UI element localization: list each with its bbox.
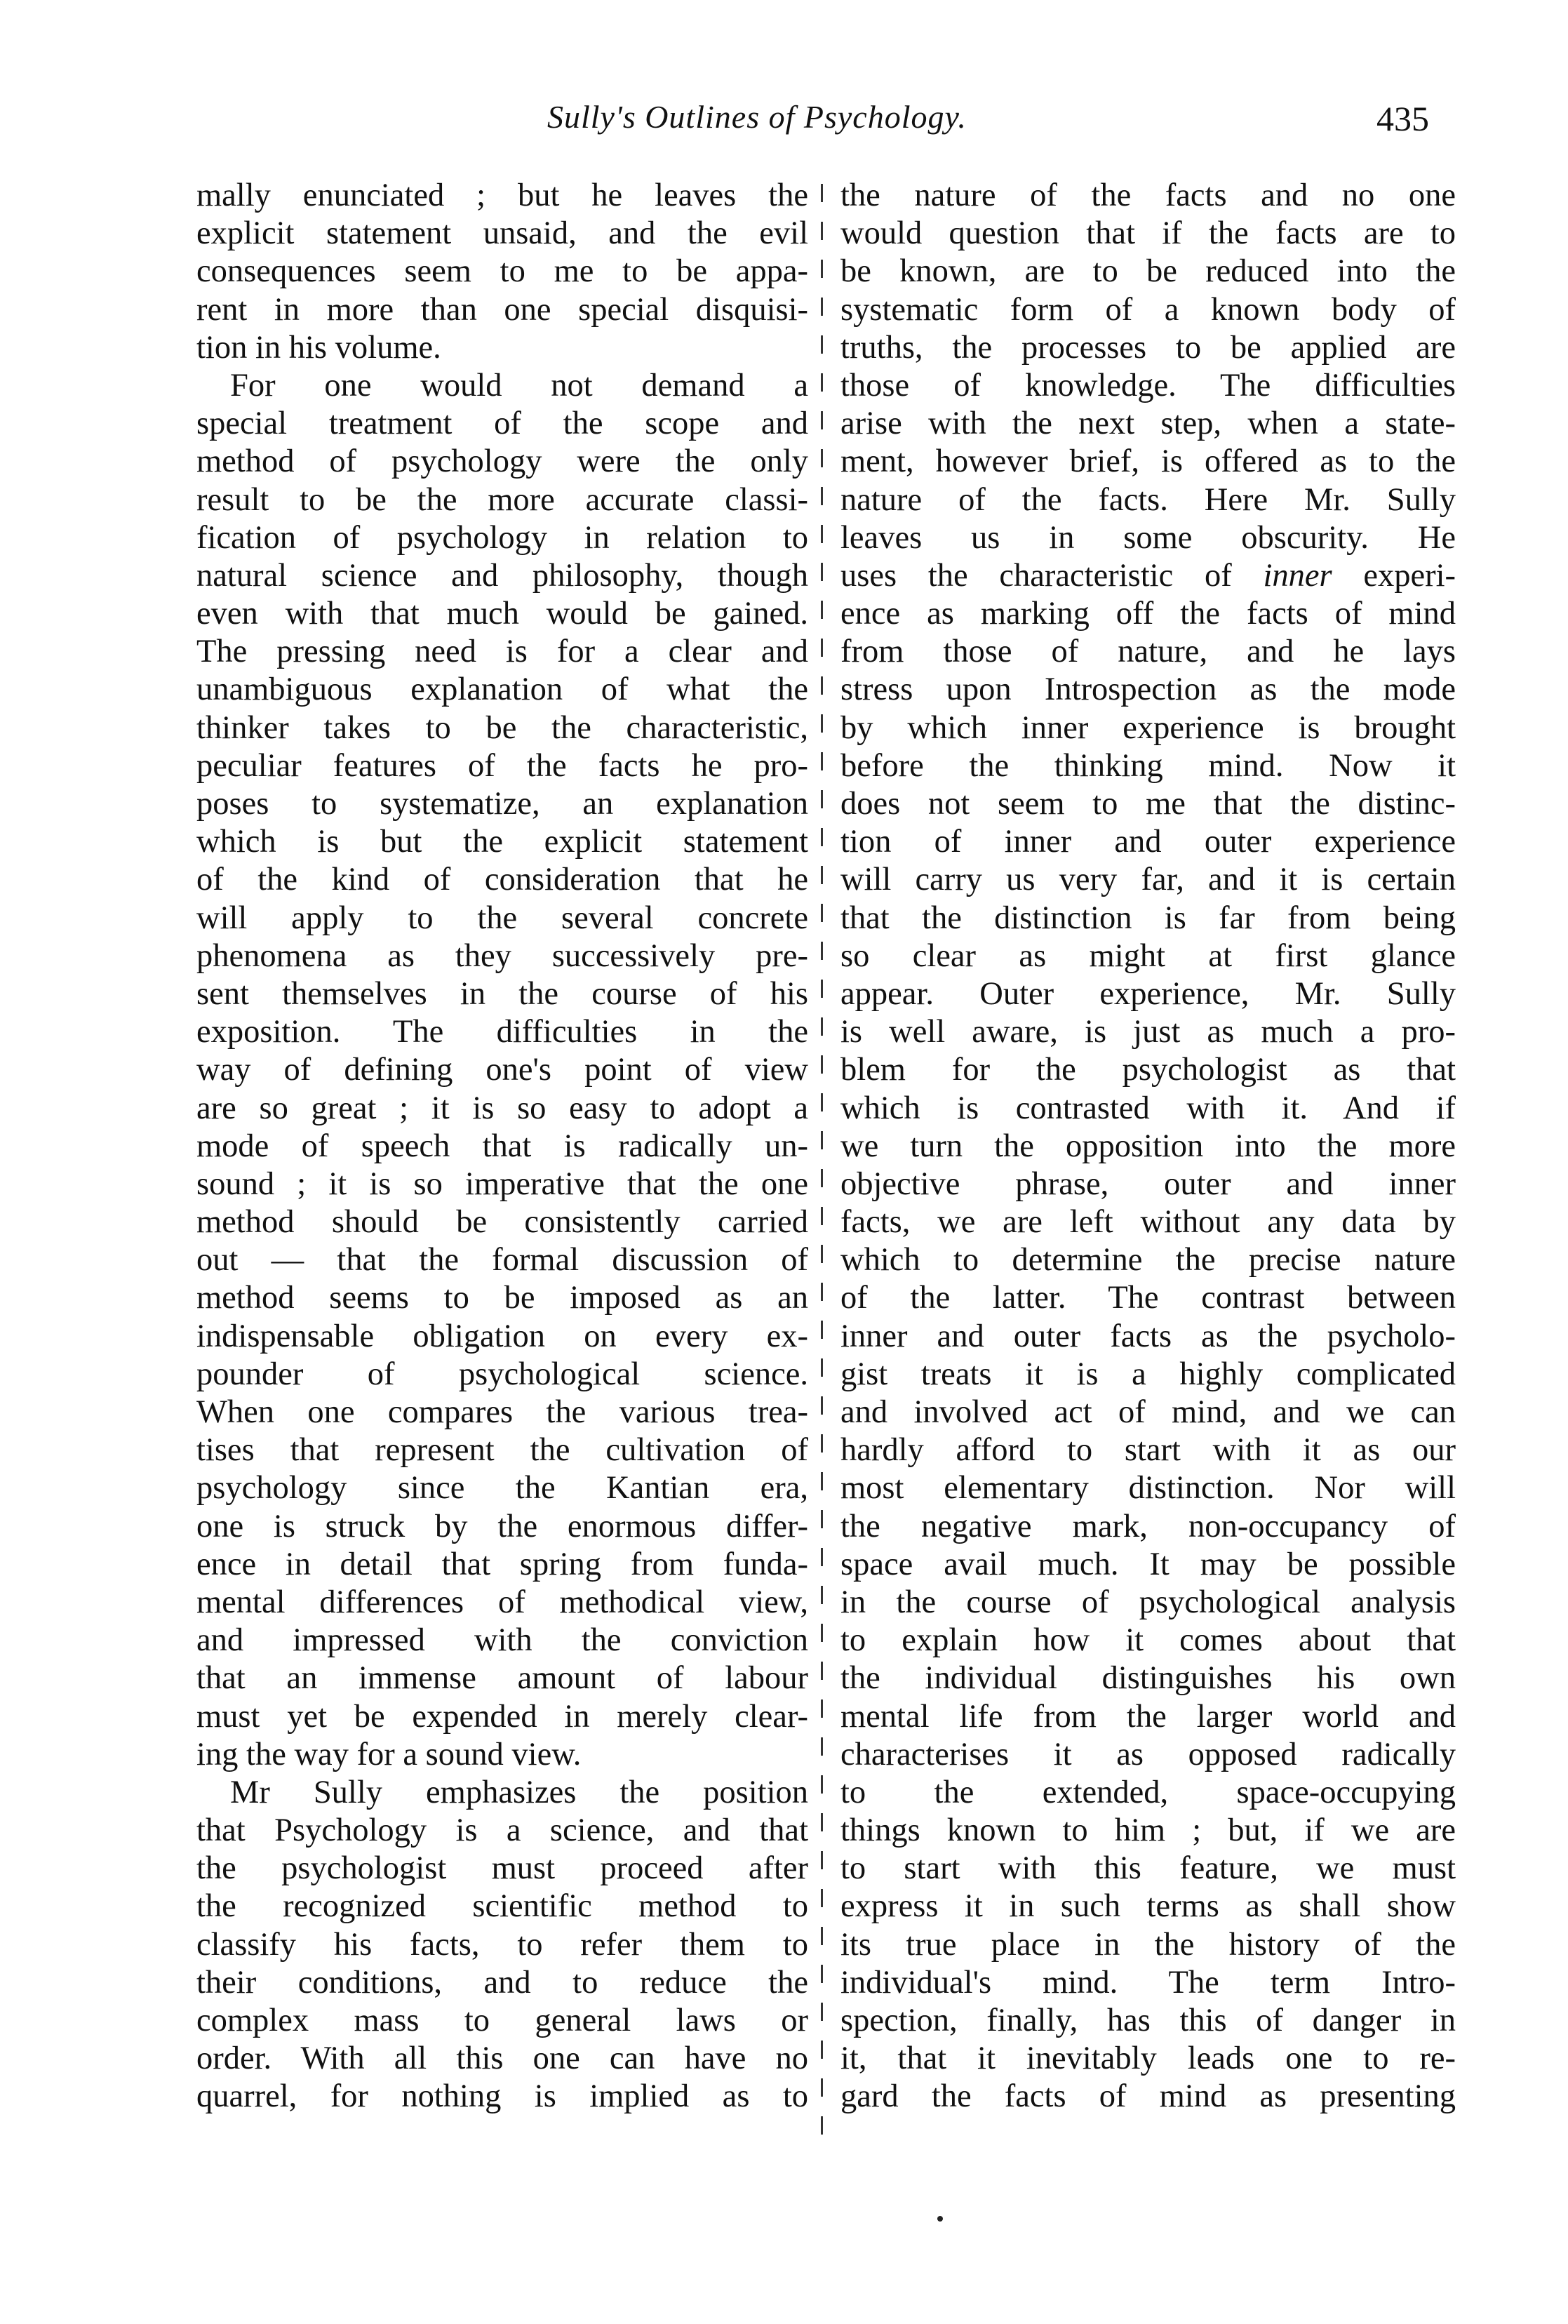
running-head: Sully's Outlines of Psychology.: [547, 99, 967, 135]
text-line: so clear as might at first glance: [840, 937, 1456, 974]
text-line: space avail much. It may be possible: [840, 1546, 1456, 1582]
text-line: the psychologist must proceed after: [196, 1850, 808, 1887]
text-line: that the distinction is far from being: [840, 900, 1456, 936]
text-line: quarrel, for nothing is implied as to: [196, 2078, 808, 2115]
text-line: arise with the next step, when a state-: [840, 406, 1456, 442]
printer-mark: [937, 2216, 943, 2222]
text-line: sound ; it is so imperative that the one: [196, 1166, 808, 1202]
text-line: one is struck by the enormous differ-: [196, 1508, 808, 1544]
left-column: [196, 177, 808, 2116]
text-line: the nature of the facts and no one: [840, 178, 1456, 213]
text-line: method seems to be imposed as an: [196, 1280, 808, 1316]
text-line: mental differences of methodical view,: [196, 1584, 808, 1620]
text-line: spection, finally, has this of danger in: [840, 2003, 1456, 2038]
text-line: indispensable obligation on every ex-: [196, 1318, 808, 1354]
text-line: before the thinking mind. Now it: [840, 747, 1456, 784]
text-line: sent themselves in the course of his: [196, 975, 808, 1012]
text-line: it, that it inevitably leads one to re-: [840, 2041, 1456, 2077]
text-line: classify his facts, to refer them to: [196, 1926, 808, 1963]
text-line: things known to him ; but, if we are: [840, 1812, 1456, 1849]
text-line: phenomena as they successively pre-: [196, 937, 808, 974]
emphasis: inner: [1263, 557, 1332, 594]
text-line: The pressing need is for a clear and: [196, 634, 808, 670]
text-line: peculiar features of the facts he pro-: [196, 747, 808, 784]
text-line: complex mass to general laws or: [196, 2003, 808, 2038]
text-line: which is but the explicit statement: [196, 824, 808, 860]
text-line: facts, we are left without any data by: [840, 1204, 1456, 1241]
text-line: exposition. The difficulties in the: [196, 1014, 808, 1050]
text-line: method of psychology were the only: [196, 443, 808, 480]
text-line: appear. Outer experience, Mr. Sully: [840, 975, 1456, 1012]
text-line: mode of speech that is radically un-: [196, 1128, 808, 1164]
text-line: is well aware, is just as much a pro-: [840, 1014, 1456, 1050]
text-line: blem for the psychologist as that: [840, 1052, 1456, 1088]
text-line: gist treats it is a highly complicated: [840, 1356, 1456, 1392]
text-line: to start with this feature, we must: [840, 1850, 1456, 1887]
text-line: from those of nature, and he lays: [840, 634, 1456, 670]
text-line: and impressed with the conviction: [196, 1622, 808, 1659]
text-line: unambiguous explanation of what the: [196, 672, 808, 708]
text-line: ence as marking off the facts of mind: [840, 596, 1456, 632]
text-line: consequences seem to me to be appa-: [196, 253, 808, 290]
text-line: out — that the formal discussion of: [196, 1242, 808, 1278]
text-line: hardly afford to start with it as our: [840, 1432, 1456, 1469]
text-line: rent in more than one special disquisi-: [196, 291, 808, 328]
text-line: of the kind of consideration that he: [196, 862, 808, 898]
text-line: tion of inner and outer experience: [840, 824, 1456, 860]
right-column: [840, 177, 1456, 2116]
text-line: mally enunciated ; but he leaves the: [196, 178, 808, 213]
text-line: inner and outer facts as the psycholo-: [840, 1318, 1456, 1354]
text-line: fication of psychology in relation to: [196, 519, 808, 556]
text-line: ence in detail that spring from funda-: [196, 1546, 808, 1582]
text-line: will apply to the several concrete: [196, 900, 808, 936]
text-line: nature of the facts. Here Mr. Sully: [840, 481, 1456, 518]
text-line: their conditions, and to reduce the: [196, 1964, 808, 2001]
text-line: express it in such terms as shall show: [840, 1888, 1456, 1925]
text-line: are so great ; it is so easy to adopt a: [196, 1090, 808, 1126]
text-line: When one compares the various trea-: [196, 1394, 808, 1430]
text-line: that Psychology is a science, and that: [196, 1812, 808, 1849]
text-line: tion in his volume.: [196, 329, 441, 366]
column-rule: [821, 184, 823, 2149]
text-line: For one would not demand a: [230, 367, 808, 403]
text-line: its true place in the history of the: [840, 1926, 1456, 1963]
text-line: method should be consistently carried: [196, 1204, 808, 1241]
text-line: by which inner experience is brought: [840, 709, 1456, 746]
text-line: special treatment of the scope and: [196, 406, 808, 442]
text-line: individual's mind. The term Intro-: [840, 1964, 1456, 2001]
text-line: most elementary distinction. Nor will: [840, 1470, 1456, 1507]
text-line: that an immense amount of labour: [196, 1660, 808, 1697]
text-line: natural science and philosophy, though: [196, 557, 808, 594]
text-line: be known, are to be reduced into the: [840, 253, 1456, 290]
text-line: thinker takes to be the characteristic,: [196, 709, 808, 746]
text-line: stress upon Introspection as the mode: [840, 672, 1456, 708]
text-line: does not seem to me that the distinc-: [840, 786, 1456, 822]
text-line: leaves us in some obscurity. He: [840, 519, 1456, 556]
text-line: ment, however brief, is offered as to the: [840, 443, 1456, 480]
text-line: of the latter. The contrast between: [840, 1280, 1456, 1316]
text-line: the individual distinguishes his own: [840, 1660, 1456, 1697]
text-line: ing the way for a sound view.: [196, 1736, 582, 1772]
page-number: 435: [1376, 99, 1429, 138]
text-line: objective phrase, outer and inner: [840, 1166, 1456, 1202]
text-line: the recognized scientific method to: [196, 1888, 808, 1925]
text-line: tises that represent the cultivation of: [196, 1432, 808, 1469]
text-line: in the course of psychological analysis: [840, 1584, 1456, 1620]
text-line: gard the facts of mind as presenting: [840, 2078, 1456, 2115]
text-line: the negative mark, non-occupancy of: [840, 1508, 1456, 1544]
text-line: and involved act of mind, and we can: [840, 1394, 1456, 1430]
text-line: truths, the processes to be applied are: [840, 329, 1456, 366]
text-line: would question that if the facts are to: [840, 215, 1456, 252]
text-line: way of defining one's point of view: [196, 1052, 808, 1088]
text-line: which to determine the precise nature: [840, 1242, 1456, 1278]
text-line: must yet be expended in merely clear-: [196, 1698, 808, 1735]
text-line: pounder of psychological science.: [196, 1356, 808, 1392]
text-line: Mr Sully emphasizes the position: [230, 1774, 808, 1810]
text-line: to explain how it comes about that: [840, 1622, 1456, 1659]
text-line: which is contrasted with it. And if: [840, 1090, 1456, 1126]
text-line: even with that much would be gained.: [196, 596, 808, 632]
text-line: those of knowledge. The difficulties: [840, 367, 1456, 403]
text-line: psychology since the Kantian era,: [196, 1470, 808, 1507]
text-line: we turn the opposition into the more: [840, 1128, 1456, 1164]
text-line: poses to systematize, an explanation: [196, 786, 808, 822]
text-line: mental life from the larger world and: [840, 1698, 1456, 1735]
text-line: characterises it as opposed radically: [840, 1736, 1456, 1772]
text-line: explicit statement unsaid, and the evil: [196, 215, 808, 252]
text-line: result to be the more accurate classi-: [196, 481, 808, 518]
text-line: uses the characteristic of inner experi-: [840, 557, 1456, 594]
text-line: to the extended, space-occupying: [840, 1774, 1456, 1810]
text-line: order. With all this one can have no: [196, 2041, 808, 2077]
text-line: systematic form of a known body of: [840, 291, 1456, 328]
text-line: will carry us very far, and it is certain: [840, 862, 1456, 898]
